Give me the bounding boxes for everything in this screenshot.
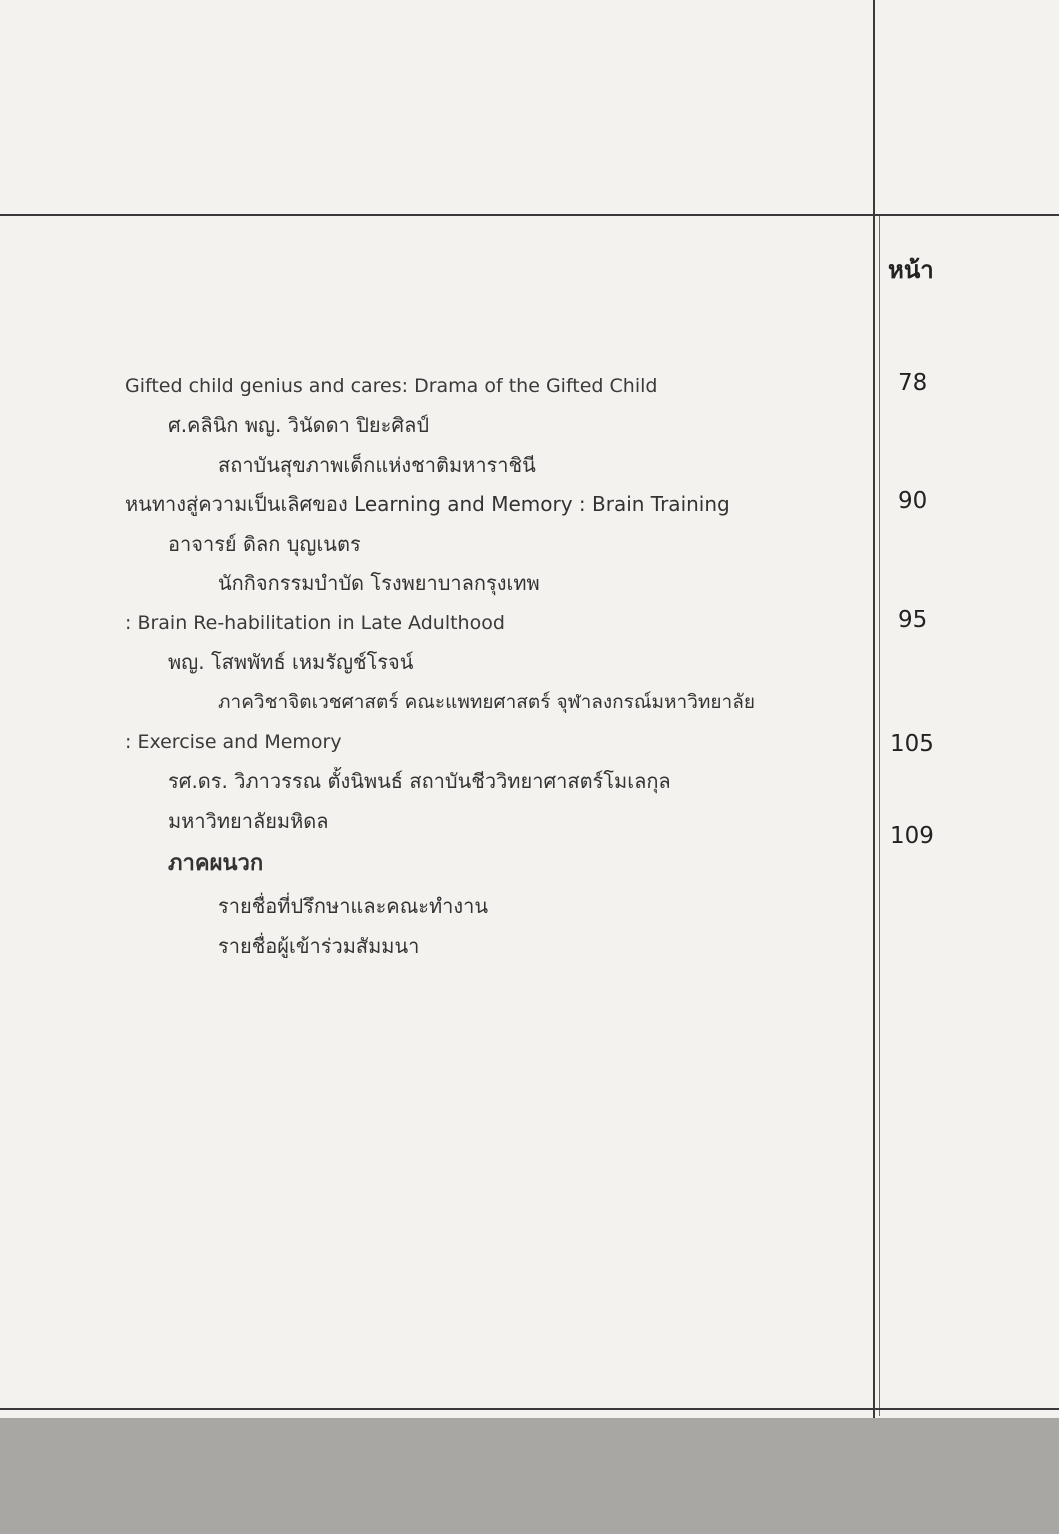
entry-author: อาจารย์ ดิลก บุญเนตร <box>168 532 361 556</box>
entry-page-number: 95 <box>898 607 928 633</box>
appendix-item: รายชื่อผู้เข้าร่วมสัมมนา <box>218 934 420 958</box>
page-column-header: หน้า <box>888 256 934 284</box>
bottom-rule <box>0 1408 1059 1410</box>
entry-title: : Brain Re-habilitation in Late Adulthood <box>125 612 505 634</box>
page-column-rule <box>873 0 875 1418</box>
entry-author: ศ.คลินิก พญ. วินัดดา ปิยะศิลป์ <box>168 413 430 437</box>
top-rule <box>0 214 1059 216</box>
page-column-rule-inner <box>879 216 880 1416</box>
entry-page-number: 105 <box>890 731 934 757</box>
entry-title: หนทางสู่ความเป็นเลิศของ Learning and Memory : Brain Training <box>125 492 730 516</box>
entry-page-number: 78 <box>898 370 928 396</box>
entry-page-number: 90 <box>898 488 928 514</box>
entry-author: รศ.ดร. วิภาวรรณ ตั้งนิพนธ์ สถาบันชีววิทยาศาสตร์โมเลกุล <box>168 769 671 793</box>
entry-title: : Exercise and Memory <box>125 731 342 753</box>
appendix-heading: ภาคผนวก <box>168 851 264 876</box>
entry-author: พญ. โสพพัทธ์ เหมรัญช์โรจน์ <box>168 650 414 674</box>
footer-band <box>0 1418 1059 1534</box>
entry-title: Gifted child genius and cares: Drama of the Gifted Child <box>125 375 658 397</box>
entry-affiliation: มหาวิทยาลัยมหิดล <box>168 809 329 833</box>
entry-affiliation: ภาควิชาจิตเวชศาสตร์ คณะแพทยศาสตร์ จุฬาลงกรณ์มหาวิทยาลัย <box>218 691 755 713</box>
appendix-page-number: 109 <box>890 823 934 849</box>
entry-affiliation: นักกิจกรรมบำบัด โรงพยาบาลกรุงเทพ <box>218 571 540 595</box>
entry-affiliation: สถาบันสุขภาพเด็กแห่งชาติมหาราชินี <box>218 453 536 477</box>
appendix-item: รายชื่อที่ปรึกษาและคณะทำงาน <box>218 894 489 918</box>
